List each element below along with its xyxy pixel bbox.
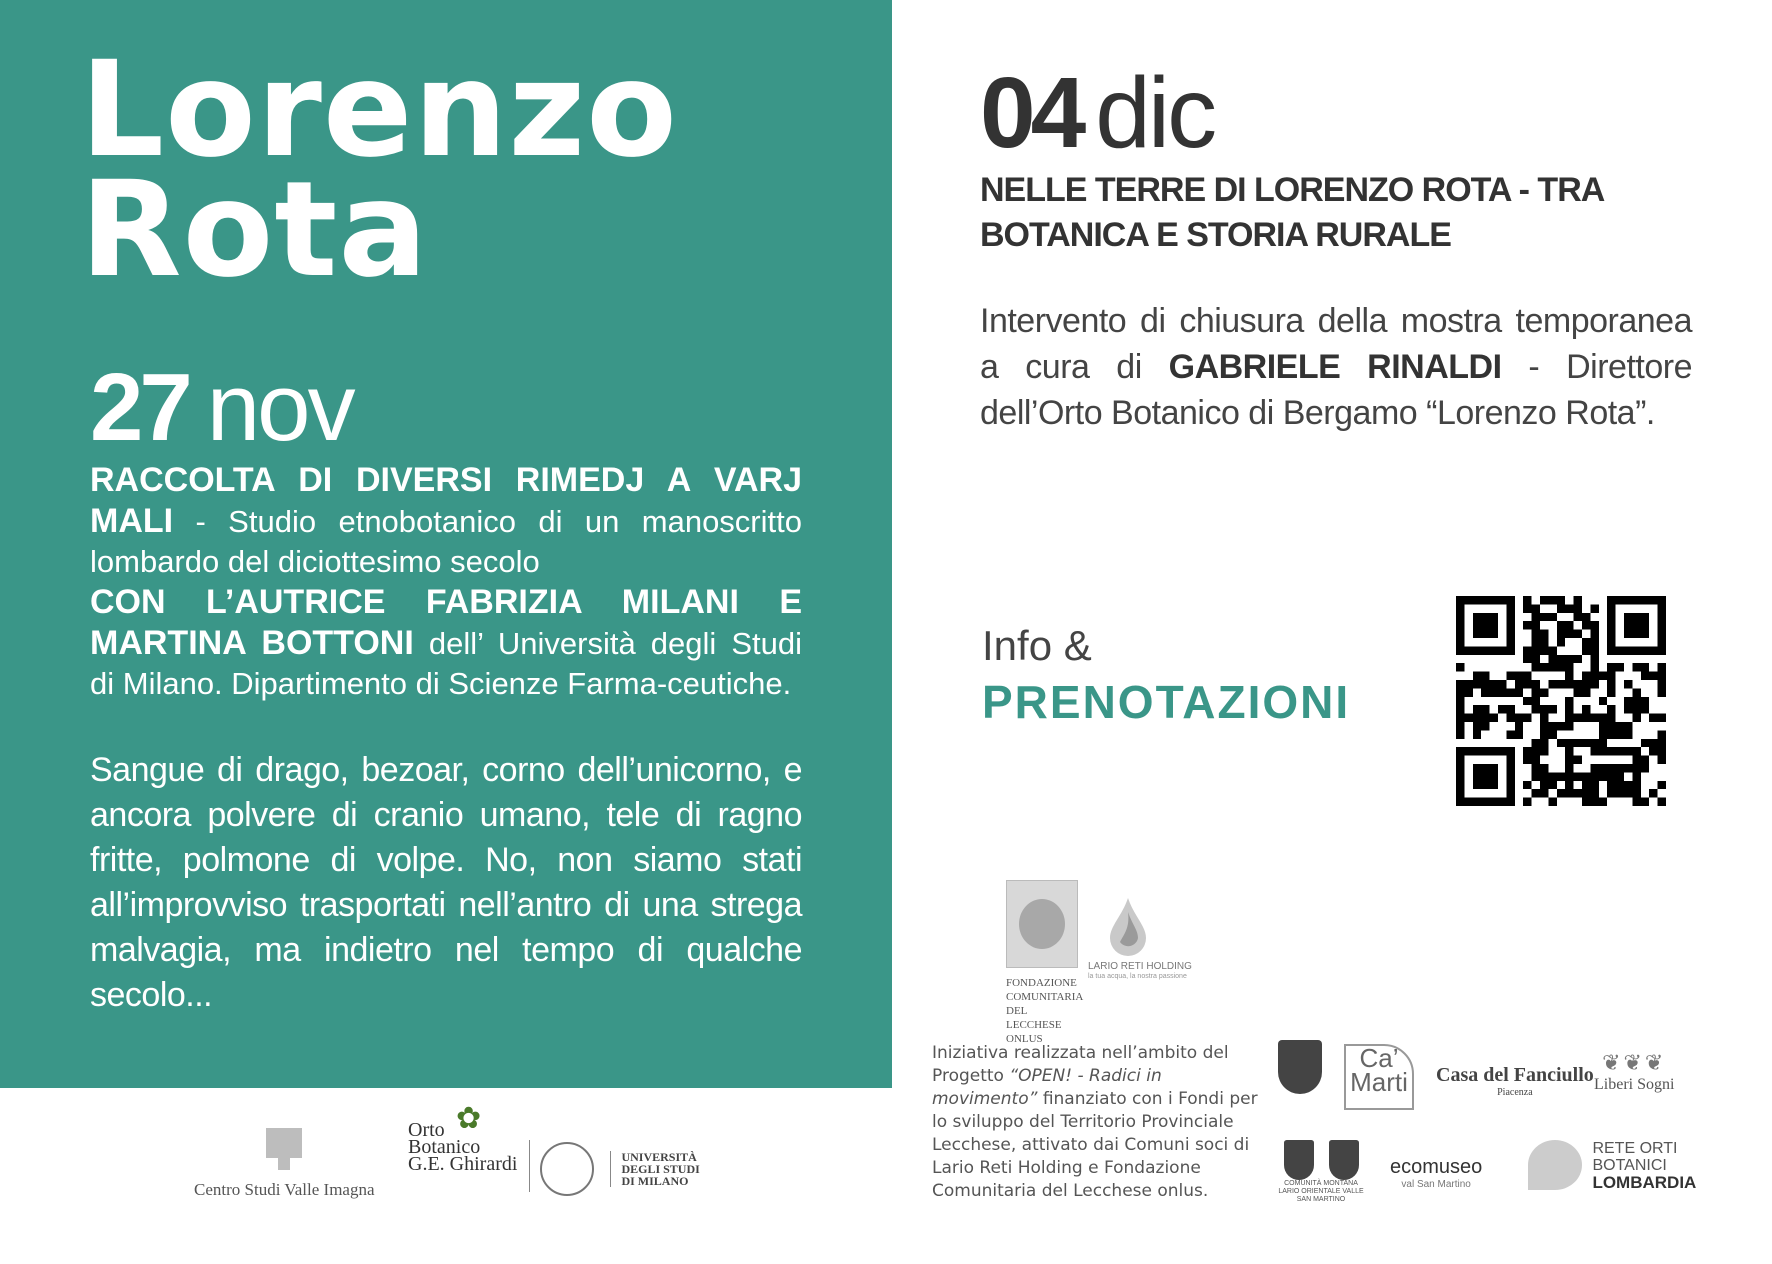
- intro-quote: Sangue di drago, bezoar, corno dell’unicorno, e ancora polvere di cranio umano, tele di ragno fritte, polmone di volpe. No, non siamo stati all’improvviso trasportati nell’antro di una strega malvagia, ma indietro nel tempo di qualche secolo...: [90, 751, 802, 1014]
- fondazione-emblem-icon: [1006, 880, 1078, 968]
- second-date-day: 04: [980, 57, 1082, 169]
- title-line-2: Rota: [80, 153, 429, 307]
- speakers-names: CON L’AUTRICE FABRIZIA MILANI E MARTINA BOTTONI: [90, 583, 802, 662]
- casa-place: Piacenza: [1497, 1087, 1533, 1098]
- speakers-description: [90, 582, 802, 704]
- ecomuseo-logo: [1390, 1156, 1482, 1190]
- booking-label: PRENOTAZIONI: [982, 676, 1351, 728]
- orto-line-3: G.E. Ghirardi: [408, 1153, 518, 1175]
- unimi-words: [610, 1151, 699, 1187]
- casa-name: Casa del Fanciullo: [1436, 1064, 1594, 1086]
- crest-icon: [1284, 1140, 1314, 1180]
- title-line-1: Lorenzo: [80, 33, 678, 187]
- liberi-sogni-logo: [1594, 1050, 1674, 1094]
- centro-studi-logo: [194, 1128, 375, 1200]
- rete-line-2: BOTANICI: [1592, 1157, 1667, 1174]
- municipality-crest-logo: [1278, 1040, 1322, 1094]
- centro-label: Centro Studi Valle Imagna: [194, 1180, 375, 1199]
- crests-icon: [1276, 1140, 1366, 1180]
- talk-title: RACCOLTA DI DIVERSI RIMEDJ A VARJ MALI: [90, 461, 802, 540]
- leaf-icon: [1528, 1140, 1582, 1190]
- orto-line-1: Orto: [408, 1119, 445, 1141]
- second-event-description: [980, 298, 1692, 436]
- liberi-label: Liberi Sogni: [1594, 1076, 1675, 1093]
- unimi-line-3: DI MILANO: [621, 1174, 689, 1188]
- speakers-affiliation: dell’ Università degli Studi di Milano. Dipartimento di Scienze Farma-ceutiche.: [90, 626, 802, 701]
- desc-part-1: Intervento di chiusura della mostra temporanea a cura di: [980, 302, 1692, 386]
- rete-orti-botanici-logo: [1528, 1140, 1696, 1192]
- first-event-date: [90, 354, 353, 461]
- initiative-part-1: Iniziativa realizzata nell’ambito del Progetto: [932, 1043, 1229, 1086]
- initiative-note: [932, 1042, 1262, 1203]
- second-event-title: NELLE TERRE DI LORENZO ROTA - TRA BOTANICA E STORIA RURALE: [980, 171, 1604, 254]
- crest-icon: [1278, 1040, 1322, 1094]
- unimi-logo: [540, 1142, 700, 1196]
- speaker-name: GABRIELE RINALDI: [1168, 348, 1502, 386]
- orto-line-2: Botanico: [408, 1136, 481, 1158]
- water-drop-icon: [1108, 898, 1148, 956]
- initiative-part-2: finanziato con i Fondi per lo sviluppo del Territorio Provinciale Lecchese, attivato dai Comuni soci di Lario Reti Holding e Fondazione Comunitaria del Lecchese onlus.: [932, 1089, 1258, 1201]
- ecomuseo-sub: val San Martino: [1401, 1179, 1471, 1190]
- rete-line-3: LOMBARDIA: [1592, 1173, 1697, 1192]
- first-date-day: 27: [90, 354, 189, 461]
- leaves-icon: ❦❦❦: [1602, 1050, 1667, 1075]
- spacer: [90, 704, 802, 748]
- orto-botanico-logo: [408, 1102, 518, 1175]
- crest-icon: [1329, 1140, 1359, 1180]
- info-booking: [982, 620, 1350, 728]
- ca-marti-logo: Ca’ Marti: [1344, 1044, 1414, 1110]
- university-seal-icon: [540, 1142, 594, 1196]
- comunita-label: COMUNITÀ MONTANA LARIO ORIENTALE VALLE SAN MARTINO: [1278, 1180, 1364, 1203]
- fondazione-comunitaria-logo: [1006, 880, 1082, 1046]
- comunita-montana-logo: [1276, 1140, 1366, 1204]
- logo-divider: [529, 1140, 530, 1192]
- info-label: Info &: [982, 622, 1092, 669]
- lario-reti-logo: [1088, 898, 1192, 980]
- ecomuseo-label: ecomuseo: [1390, 1156, 1483, 1178]
- unimi-line-2: DEGLI STUDI: [621, 1162, 700, 1176]
- rete-line-1: RETE ORTI: [1592, 1140, 1678, 1157]
- talk-description: [90, 460, 802, 582]
- rete-words: [1592, 1140, 1696, 1192]
- second-event-date: [980, 58, 1214, 168]
- second-date-month: dic: [1095, 57, 1215, 169]
- centro-mark-icon: [266, 1128, 302, 1172]
- desc-part-2: - Direttore dell’Orto Botanico di Bergamo “Lorenzo Rota”.: [980, 348, 1692, 432]
- first-date-month: nov: [206, 354, 353, 461]
- casa-del-fanciullo-logo: [1436, 1064, 1594, 1098]
- fondazione-label: FONDAZIONE COMUNITARIA DEL LECCHESE ONLUS: [1006, 977, 1083, 1045]
- plant-icon: ✿: [456, 1102, 482, 1135]
- left-panel: [0, 0, 892, 1088]
- event-title: [80, 33, 678, 307]
- talk-subtitle: - Studio etnobotanico di un manoscritto lombardo del diciottesimo secolo: [90, 504, 802, 579]
- lario-tagline: la tua acqua, la nostra passione: [1088, 973, 1187, 980]
- qr-code[interactable]: [1456, 596, 1666, 806]
- unimi-line-1: UNIVERSITÀ: [621, 1150, 697, 1164]
- lario-name: LARIO RETI HOLDING: [1088, 961, 1192, 972]
- first-event-body: [90, 460, 802, 1018]
- project-name: “OPEN! - Radici in movimento”: [932, 1066, 1162, 1109]
